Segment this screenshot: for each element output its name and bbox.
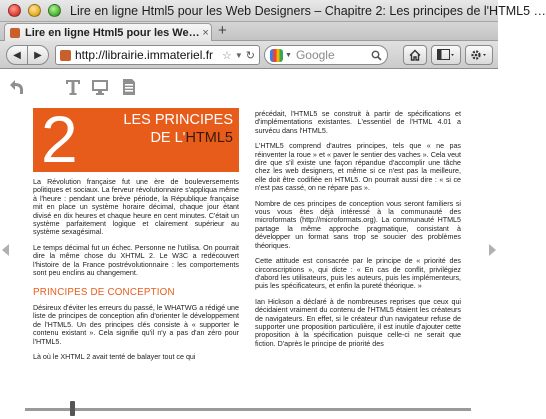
chapter-banner — [33, 102, 239, 176]
chapter-title-line2 — [150, 130, 233, 146]
settings-button[interactable] — [465, 45, 493, 65]
paragraph: La Révolution française fut une ère de bouleversements politiques et sociaux. La ferveur révolutionnaire s'appliqua même à l'heure : pendant une brève période, la République française mit en place un système horaire décimal, chaque jour étant divisé en dix heures et chaque heure en cent minutes. C'était un système parfaitement logique et clairement supérieur au système sexagésimal. — [33, 178, 239, 237]
search-engine-dropdown-icon[interactable]: ▼ — [285, 51, 292, 59]
chapter-title-line1: LES PRINCIPES — [123, 112, 233, 128]
search-input[interactable]: Google — [295, 48, 335, 62]
minimize-window-button[interactable] — [28, 4, 41, 17]
home-icon — [409, 49, 421, 61]
tab-active[interactable] — [4, 23, 212, 41]
chapter-title-highlight: HTML5 — [185, 130, 233, 146]
search-bar[interactable] — [264, 45, 388, 65]
favicon-icon — [10, 28, 20, 38]
forward-arrow-icon: ▶ — [34, 49, 42, 61]
paragraph: Ian Hickson a déclaré à de nombreuses reprises que ceux qui décidaient vraiment du contenu de l'HTML5 étaient les créateurs de navigateurs. En effet, si le créateur d'un navigateur refuse de supporter une proposition particulière, il est inutile d'ajouter cette proposition à la spécification puisque celle-ci ne serait que fiction. D'après le principe de priorité des — [255, 297, 461, 348]
paragraph: Nombre de ces principes de conception vous seront familiers si vous vous êtes déjà intéressé à la communauté des microformats (http://microformats.org). La communauté HTML5 partage la même approche pragmatique, consistant à développer un format sans trop se soucier des problèmes théoriques. — [255, 199, 461, 250]
back-arrow-icon: ◀ — [13, 49, 21, 61]
document-icon[interactable] — [120, 78, 138, 96]
back-button[interactable] — [6, 45, 28, 65]
tab-close-icon[interactable]: × — [202, 26, 209, 39]
gear-icon — [470, 49, 488, 61]
forward-button[interactable] — [27, 45, 49, 65]
zoom-window-button[interactable] — [48, 4, 61, 17]
tab-bar — [0, 22, 498, 41]
home-button[interactable] — [403, 45, 427, 65]
window-title: Lire en ligne Html5 pour les Web Designers – Chapitre 2: Les principes de l'HTML5 … — [70, 4, 546, 18]
right-column — [255, 110, 461, 415]
font-icon[interactable] — [64, 78, 82, 96]
address-bar[interactable] — [55, 45, 260, 65]
tab-label: Lire en ligne Html5 pour les We… — [25, 26, 200, 39]
next-page-arrow-icon[interactable] — [489, 244, 496, 256]
paragraph: L'HTML5 comprend d'autres principes, tels que « ne pas réinventer la roue » et « paver le sentier des vaches ». Cela veut dire que s'il existe une façon répandue d'accomplir une tâche chez les web designers, et même si ce n'est pas la meilleure, elle doit être codifiée en HTML5. On pourrait aussi dire : « si ce n'est pas cassé, on ne répare pas ». — [255, 142, 461, 193]
bookmark-star-icon[interactable]: ☆ — [221, 49, 232, 62]
site-favicon-icon — [60, 50, 71, 61]
reload-icon[interactable]: ↻ — [245, 49, 255, 62]
sidebar-button[interactable] — [431, 45, 461, 65]
close-window-button[interactable] — [8, 4, 21, 17]
url-dropdown-icon[interactable]: ▼ — [234, 50, 243, 60]
page-slider-track[interactable] — [25, 408, 471, 411]
chapter-title-prefix: DE L' — [150, 130, 186, 146]
navigation-bar — [0, 41, 498, 69]
url-text[interactable]: http://librairie.immateriel.fr — [75, 48, 214, 62]
page-slider-thumb[interactable] — [70, 401, 75, 416]
previous-page-arrow-icon[interactable] — [2, 244, 9, 256]
left-column — [33, 102, 239, 413]
reader-view — [0, 70, 498, 419]
back-arrow-icon[interactable] — [8, 78, 26, 96]
paragraph: Cette attitude est consacrée par le principe de « priorité des circonscriptions », qui dicte : « En cas de conflit, privilégiez d'abord les utilisateurs, puis les auteurs, puis les implémenteurs, puis les spécificateurs, et enfin la pureté théorique. » — [255, 257, 461, 291]
section-title: PRINCIPES DE CONCEPTION — [33, 287, 175, 299]
screen-icon[interactable] — [91, 78, 109, 96]
paragraph: Là où le XHTML 2 avait tenté de balayer tout ce qui — [33, 352, 196, 361]
book-page — [33, 102, 463, 413]
google-icon — [270, 49, 283, 62]
paragraph: Désireux d'éviter les erreurs du passé, le WHATWG a rédigé une liste de principes de conception afin d'orienter le développement de l'HTML5. Un des principes clés consiste à « supporter le contenu existant ». Cela signifie qu'il n'y a pas d'an zéro pour l'HTML5. — [33, 303, 239, 346]
title-bar — [0, 0, 546, 22]
chapter-number: 2 — [41, 102, 78, 176]
paragraph: précédait, l'HTML5 se construit à partir de spécifications et d'implémentations existantes. L'essentiel de l'HTML 4.01 a survécu dans l'HTML5. — [255, 110, 461, 135]
search-icon[interactable] — [371, 50, 382, 61]
new-tab-button[interactable]: + — [218, 22, 227, 39]
sidebar-icon — [437, 49, 455, 61]
paragraph: Le temps décimal fut un échec. Personne ne l'utilisa. On pourrait dire la même chose du XHTML 2. Le W3C a redécouvert l'histoire de la France postrévolutionnaire : les comportements sont peu enclins au changement. — [33, 243, 239, 278]
